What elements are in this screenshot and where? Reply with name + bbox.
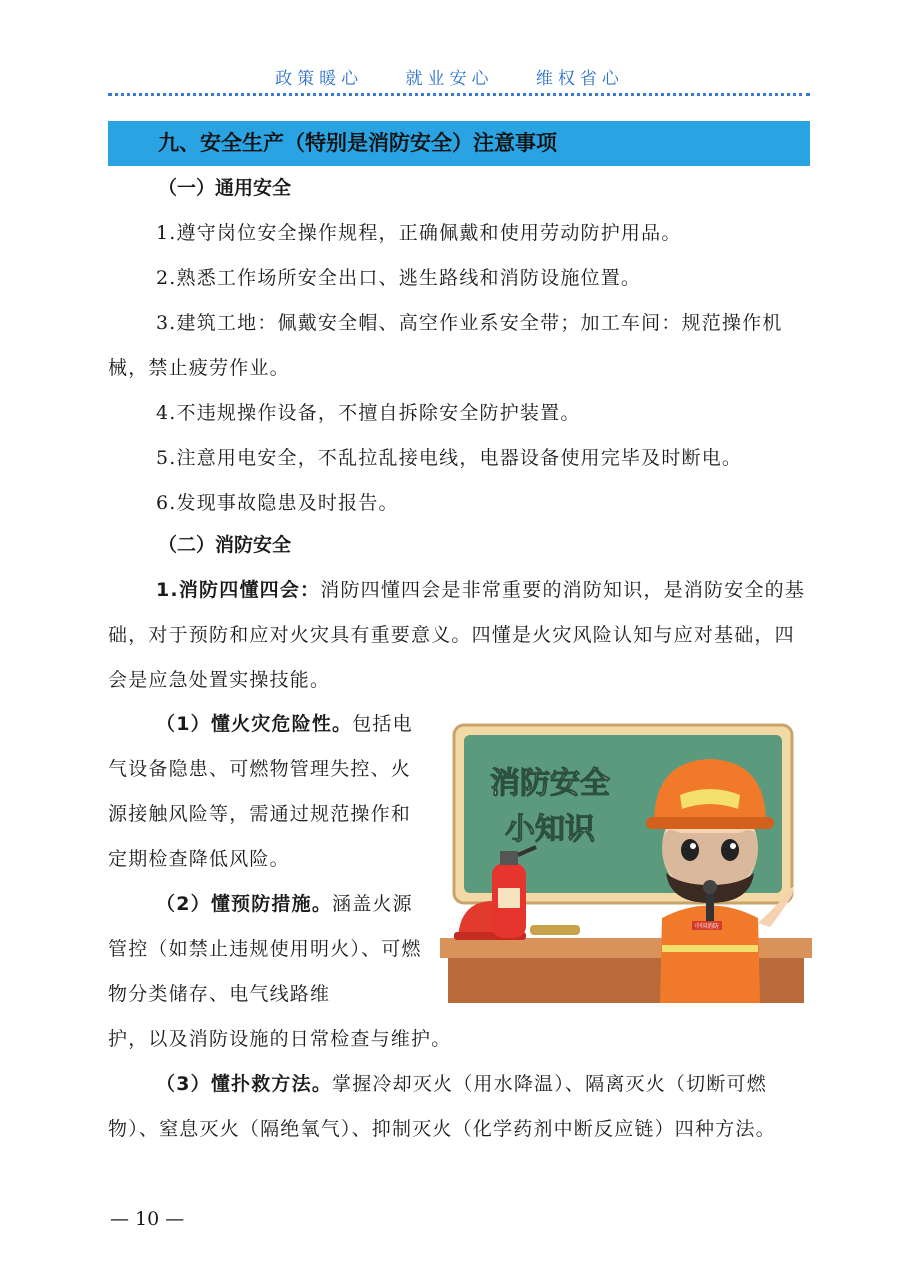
header-item: 维权省心: [535, 69, 624, 89]
fire-paragraph-4: [108, 1062, 810, 1152]
paragraph-lead: （1）懂火灾危险性。: [156, 713, 353, 735]
general-item-1: 1.遵守岗位安全操作规程，正确佩戴和使用劳动防护用品。: [156, 222, 682, 244]
board-title-line2: 小知识: [505, 812, 595, 847]
section-title-banner: [108, 121, 810, 166]
fire-paragraph-3-continued: 护，以及消防设施的日常检查与维护。: [108, 1028, 452, 1050]
paragraph-lead: 1.消防四懂四会：: [156, 579, 321, 601]
badge-text: 中国消防: [694, 923, 720, 930]
subsection-heading-general: （一）通用安全: [158, 177, 292, 199]
fire-paragraph-1: [108, 568, 810, 703]
section-title: 九、安全生产（特别是消防安全）注意事项: [158, 131, 557, 155]
fire-paragraph-2: [108, 702, 428, 882]
fire-safety-illustration: [440, 713, 812, 1003]
paragraph-text: 包括电气设备隐患、可燃物管理失控、火源接触风险等，需通过规范操作和定期检查降低风险。: [108, 713, 413, 870]
header-item: 就业安心: [405, 69, 494, 89]
page-number: — 10 —: [110, 1208, 185, 1230]
general-item-2: 2.熟悉工作场所安全出口、逃生路线和消防设施位置。: [156, 267, 642, 289]
page-header: [0, 64, 899, 89]
paragraph-text: 消防四懂四会是非常重要的消防知识，是消防安全的基础，对于预防和应对火灾具有重要意义。四懂是火灾风险认知与应对基础，四会是应急处置实操技能。: [108, 579, 806, 691]
subsection-heading-fire: （二）消防安全: [158, 534, 292, 556]
general-item-3: 3.建筑工地：佩戴安全帽、高空作业系安全带；加工车间：规范操作机械，禁止疲劳作业。: [108, 312, 783, 379]
paragraph-text: 涵盖火源管控（如禁止违规使用明火）、可燃物分类储存、电气线路维: [108, 893, 422, 1005]
paragraph-text: 掌握冷却灭火（用水降温）、隔离灭火（切断可燃物）、窒息灭火（隔绝氧气）、抑制灭火（化学药剂中断反应链）四种方法。: [108, 1073, 776, 1140]
header-item: 政策暖心: [275, 69, 364, 89]
general-item-6: 6.发现事故隐患及时报告。: [156, 492, 399, 514]
paragraph-lead: （2）懂预防措施。: [156, 893, 333, 915]
general-item-5: 5.注意用电安全，不乱拉乱接电线，电器设备使用完毕及时断电。: [156, 447, 743, 469]
board-title-line1: 消防安全: [490, 766, 610, 801]
hose-nozzle-icon: [530, 925, 580, 935]
paragraph-lead: （3）懂扑救方法。: [156, 1073, 333, 1095]
fire-paragraph-3: [108, 882, 428, 1017]
header-divider: [108, 93, 810, 96]
general-item-4: 4.不违规操作设备，不擅自拆除安全防护装置。: [156, 402, 581, 424]
